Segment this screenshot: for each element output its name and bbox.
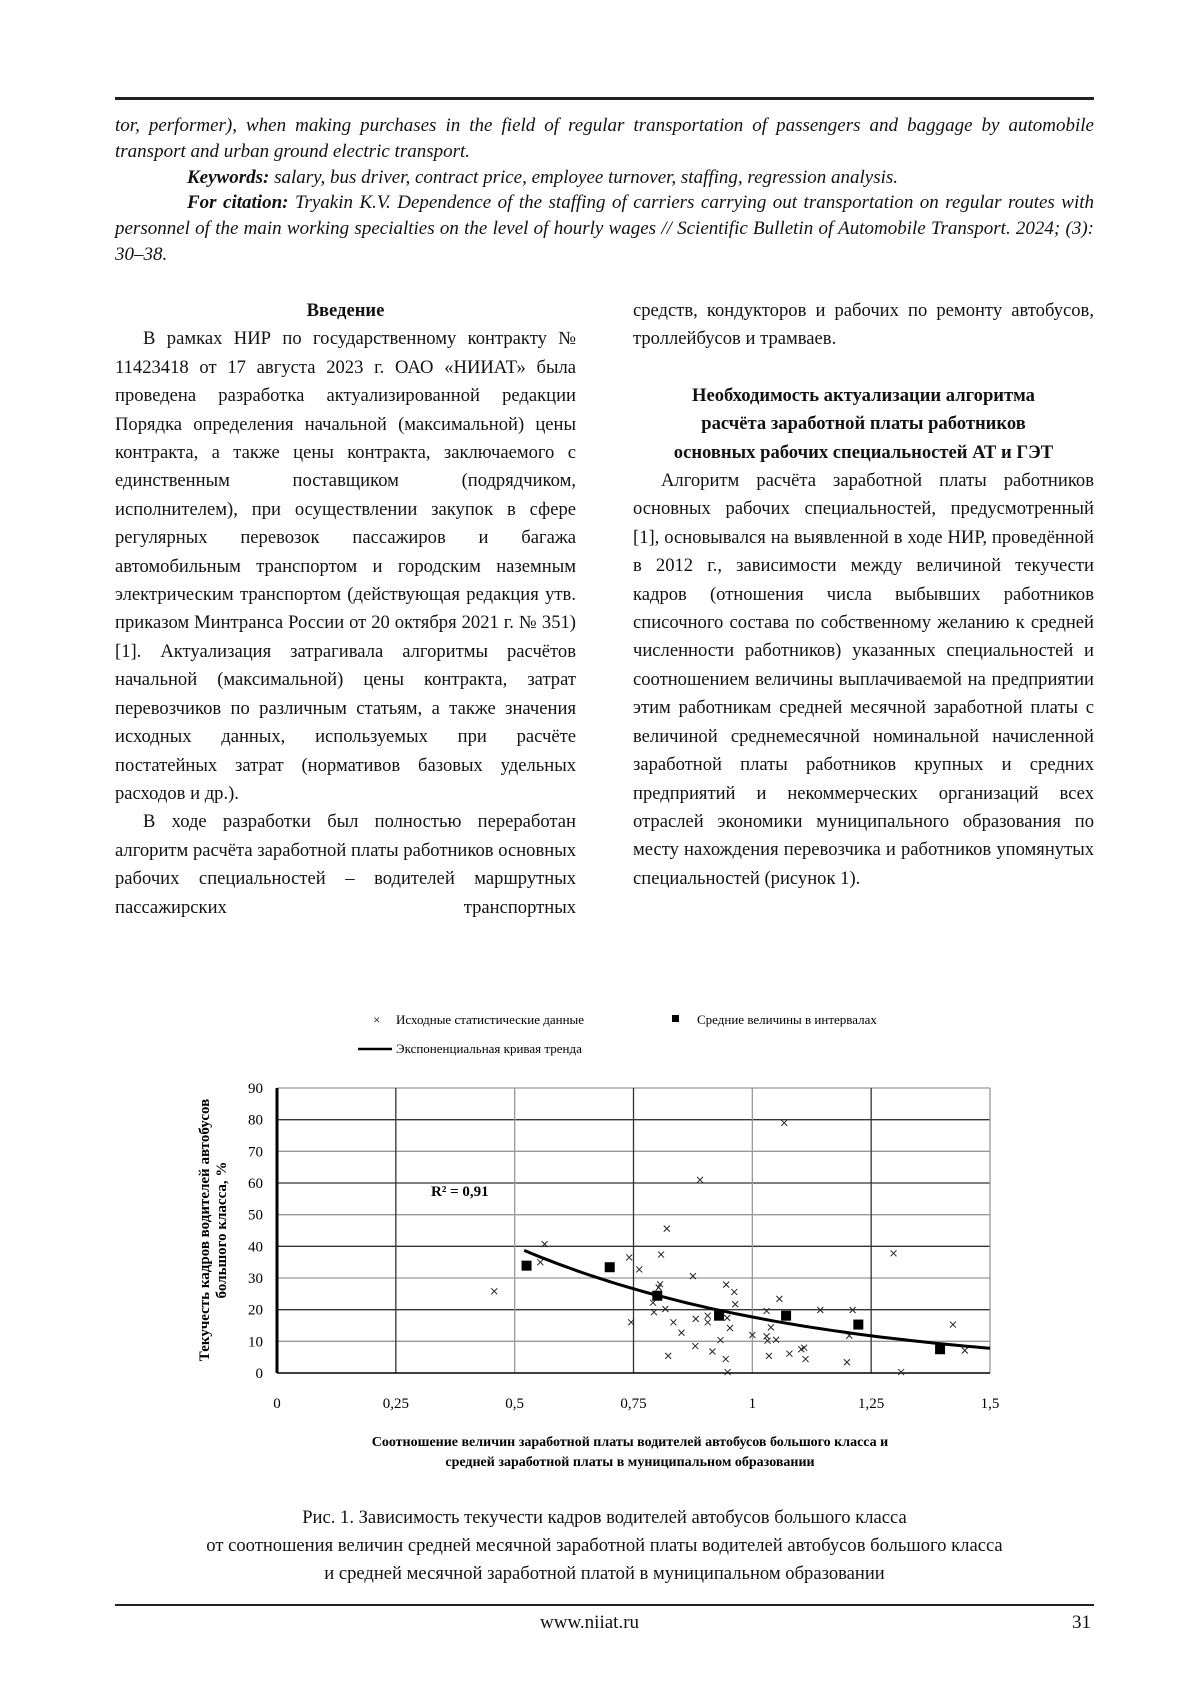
mean-data-point <box>652 1291 662 1301</box>
mean-data-point <box>605 1262 615 1272</box>
x-tick-label: 0,5 <box>505 1396 524 1412</box>
raw-data-point <box>962 1348 968 1354</box>
figure-caption <box>115 1504 1094 1588</box>
y-tick-label: 50 <box>248 1208 263 1224</box>
raw-data-point <box>844 1359 850 1365</box>
y-tick-label: 70 <box>248 1144 263 1160</box>
y-tick-label: 0 <box>256 1366 264 1382</box>
raw-data-point <box>705 1313 711 1319</box>
y-tick-label: 40 <box>248 1239 263 1255</box>
section-heading-intro: Введение <box>115 297 576 325</box>
citation-text: Tryakin K.V. Dependence of the staffing of carriers carrying out transportation on regular routes with personnel of the main working specialties on the level of hourly wages // Scientific Bulletin of Automobile Transport. 2024; (3): 30–38. <box>115 192 1094 265</box>
paragraph-continued: средств, кондукторов и рабочих по ремонту автобусов, троллейбусов и трамваев. <box>633 297 1094 354</box>
x-tick-label: 1,5 <box>981 1396 1000 1412</box>
raw-data-point <box>709 1348 715 1354</box>
mean-data-point <box>714 1311 724 1321</box>
raw-data-point <box>803 1356 809 1362</box>
raw-data-point <box>723 1356 729 1362</box>
raw-data-point <box>665 1353 671 1359</box>
paragraph: В ходе разработки был полностью переработан алгоритм расчёта заработной платы работников основных рабочих специальностей – водителей маршрутных пассажирских транспортных <box>115 808 576 922</box>
raw-data-point <box>781 1120 787 1126</box>
keywords <box>115 165 1094 191</box>
raw-data-point <box>898 1369 904 1375</box>
top-rule <box>115 97 1094 100</box>
keywords-label: Keywords: <box>187 167 269 188</box>
raw-data-point <box>692 1343 698 1349</box>
raw-data-point <box>636 1266 642 1272</box>
citation-label: For citation: <box>187 192 288 213</box>
y-tick-label: 80 <box>248 1113 263 1129</box>
page-number: 31 <box>1072 1612 1091 1634</box>
y-tick-label: 30 <box>248 1271 263 1287</box>
y-tick-label: 20 <box>248 1303 263 1319</box>
mean-data-point <box>781 1311 791 1321</box>
citation <box>115 190 1094 267</box>
y-tick-label: 60 <box>248 1176 263 1192</box>
raw-data-point <box>786 1351 792 1357</box>
legend-means-label: Средние величины в интервалах <box>697 1012 877 1027</box>
raw-data-point <box>725 1369 731 1375</box>
y-tick-label: 90 <box>248 1081 263 1097</box>
right-column <box>633 297 1094 893</box>
legend-raw-label: Исходные статистические данные <box>396 1012 584 1027</box>
legend-trend-label: Экспоненциальная кривая тренда <box>396 1041 582 1056</box>
turnover-chart <box>0 990 1200 1480</box>
mean-data-point <box>935 1344 945 1354</box>
raw-data-point <box>776 1296 782 1302</box>
raw-data-point <box>950 1322 956 1328</box>
mean-data-point <box>522 1261 532 1271</box>
raw-data-point <box>891 1250 897 1256</box>
raw-data-point <box>670 1319 676 1325</box>
raw-data-point <box>768 1324 774 1330</box>
paragraph: Алгоритм расчёта заработной платы работников основных рабочих специальностей, предусмотренный [1], основывался на выявленной в ходе НИР, проведённой в 2012 г., зависимости между величиной текучести кадров (отношения числа выбывших работников списочного состава по собственному желанию к средней численности работников) указанных специальностей и соотношением величины выплачиваемой на предприятии этим работникам средней месячной заработной платы с величиной среднемесячной номинальной начисленной заработной платы работников крупных и средних предприятий и некоммерческих организаций всех отраслей экономики муниципального образования по месту нахождения перевозчика и работников упомянутых специальностей (рисунок 1). <box>633 467 1094 893</box>
raw-data-point <box>717 1337 723 1343</box>
bottom-rule <box>115 1604 1094 1606</box>
trend-line <box>524 1250 990 1348</box>
legend-cross-icon: × <box>373 1012 380 1027</box>
section-heading-line: Необходимость актуализации алгоритма <box>633 382 1094 410</box>
raw-data-point <box>732 1301 738 1307</box>
raw-data-point <box>764 1333 770 1339</box>
abstract-tail: tor, performer), when making purchases in the field of regular transportation of passengers and baggage by automobile transport and urban ground electric transport. <box>115 113 1094 165</box>
section-heading-line: расчёта заработной платы работников <box>633 410 1094 438</box>
y-tick-label: 10 <box>248 1334 263 1350</box>
section-heading-line: основных рабочих специальностей АТ и ГЭТ <box>633 439 1094 467</box>
raw-data-point <box>664 1226 670 1232</box>
x-axis-label-line: Соотношение величин заработной платы водителей автобусов большого класса и <box>372 1435 889 1450</box>
y-axis-label-line: Текучесть кадров водителей автобусов <box>197 1099 213 1361</box>
raw-data-point <box>626 1254 632 1260</box>
raw-data-point <box>658 1252 664 1258</box>
r2-label: R² = 0,91 <box>431 1184 489 1200</box>
raw-data-point <box>697 1177 703 1183</box>
x-tick-label: 1,25 <box>858 1396 884 1412</box>
mean-data-point <box>853 1320 863 1330</box>
y-axis-label-line: большого класса, % <box>214 1162 230 1299</box>
caption-line: Рис. 1. Зависимость текучести кадров водителей автобусов большого класса <box>115 1504 1094 1532</box>
raw-data-point <box>679 1330 685 1336</box>
legend <box>358 1012 877 1056</box>
raw-data-point <box>491 1288 497 1294</box>
left-column <box>115 297 576 922</box>
raw-data-point <box>727 1325 733 1331</box>
abstract-block <box>115 113 1094 268</box>
raw-data-point <box>766 1353 772 1359</box>
raw-data-point <box>723 1282 729 1288</box>
raw-data-point <box>731 1289 737 1295</box>
x-tick-label: 0 <box>273 1396 281 1412</box>
raw-data-point <box>537 1259 543 1265</box>
raw-data-point <box>724 1315 730 1321</box>
x-tick-label: 0,75 <box>620 1396 646 1412</box>
caption-line: и средней месячной заработной платой в муниципальном образовании <box>115 1560 1094 1588</box>
legend-square-icon <box>672 1015 679 1022</box>
keywords-text: salary, bus driver, contract price, employee turnover, staffing, regression analysis. <box>269 167 898 188</box>
grid <box>277 1088 990 1373</box>
footer-site: www.niiat.ru <box>540 1612 639 1634</box>
x-axis-label-line: средней заработной платы в муниципальном образовании <box>445 1455 814 1470</box>
raw-data-point <box>764 1308 770 1314</box>
caption-line: от соотношения величин средней месячной заработной платы водителей автобусов большого класса <box>115 1532 1094 1560</box>
raw-data-point <box>693 1316 699 1322</box>
raw-data-point <box>798 1346 804 1352</box>
x-tick-label: 1 <box>749 1396 757 1412</box>
paragraph: В рамках НИР по государственному контракту № 11423418 от 17 августа 2023 г. ОАО «НИИАТ» была проведена разработка актуализированной редакции Порядка определения начальной (максимальной) цены контракта, а также цены контракта, заключаемого с единственным поставщиком (подрядчиком, исполнителем), при осуществлении закупок в сфере регулярных перевозок пассажиров и багажа автомобильным транспортом и городским наземным электрическим транспортом (действующая редакция утв. приказом Минтранса России от 20 октября 2021 г. № 351) [1]. Актуализация затрагивала алгоритмы расчётов начальной (максимальной) цены контракта, затрат перевозчиков по различным статьям, а также значения исходных данных, используемых при расчёте постатейных затрат (нормативов базовых удельных расходов и др.). <box>115 325 576 808</box>
x-tick-label: 0,25 <box>383 1396 409 1412</box>
raw-data-point <box>705 1319 711 1325</box>
